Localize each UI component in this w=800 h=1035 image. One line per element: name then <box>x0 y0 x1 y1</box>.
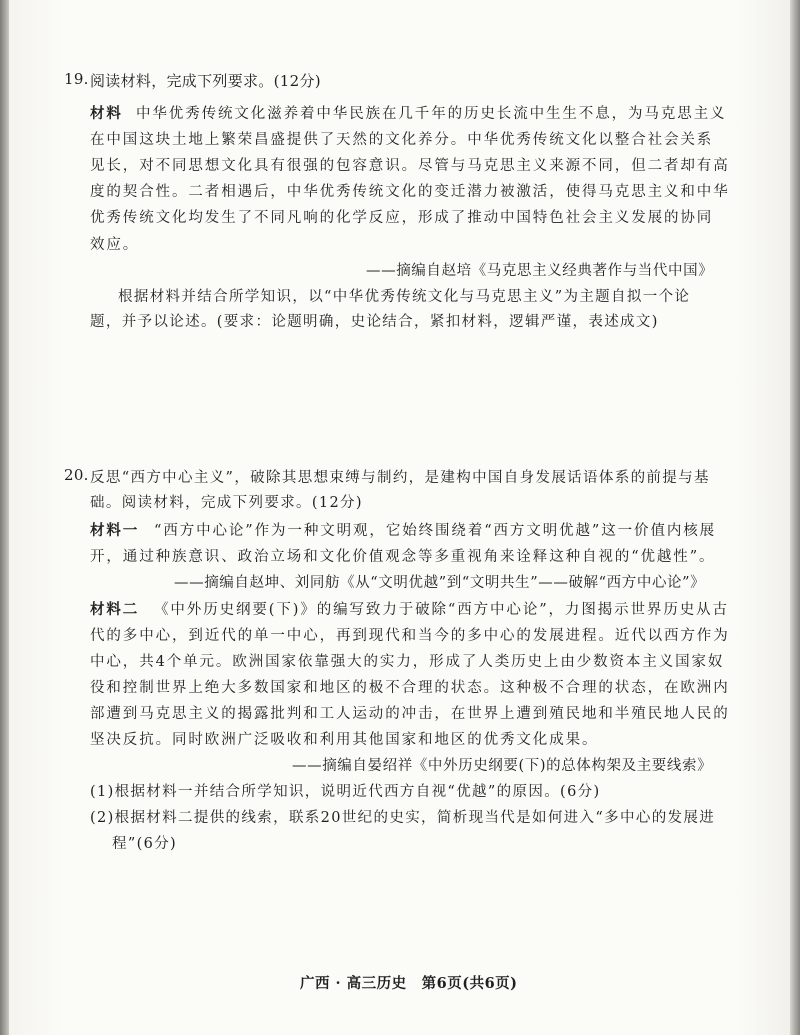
q20-material1-label: 材料一 <box>90 522 140 539</box>
q20-material2-line: 部遭到马克思主义的揭露批判和工人运动的冲击，在世界上遭到殖民地和半殖民地人民的 <box>90 706 730 722</box>
q20-stem-line: 反思“西方中心主义”，破除其思想束缚与制约，是建构中国自身发展话语体系的前提与基 <box>90 470 710 486</box>
q20-source2: ——摘编自晏绍祥《中外历史纲要(下)的总体构架及主要线索》 <box>292 758 713 774</box>
q20-stem-line: 础。阅读材料，完成下列要求。(12分) <box>90 495 363 511</box>
q19-task-line: 根据材料并结合所学知识，以“中华优秀传统文化与马克思主义”为主题自拟一个论 <box>118 289 691 305</box>
q20-source1: ——摘编自赵坤、刘同舫《从“文明优越”到“文明共生”——破解“西方中心论”》 <box>174 575 706 591</box>
q19-material-line: 在中国这块土地上繁荣昌盛提供了天然的文化养分。中华优秀传统文化以整合社会关系 <box>90 132 714 148</box>
q20-subquestion-2-line: (2)根据材料二提供的线索，联系20世纪的史实，简析现当代是如何进入“多中心的发展进 <box>90 810 716 826</box>
q20-subquestion-2-line: 程”(6分) <box>112 836 178 852</box>
q20-material2-line: 役和控制世界上绝大多数国家和地区的极不合理的状态。这种极不合理的状态，在欧洲内 <box>90 680 730 696</box>
q19-number: 19. <box>64 70 89 88</box>
q19-source: ——摘编自赵培《马克思主义经典著作与当代中国》 <box>366 263 714 279</box>
q19-material-line: 优秀传统文化均发生了不同凡响的化学反应，形成了推动中国特色社会主义发展的协同 <box>90 210 714 226</box>
q20-subquestion-1: (1)根据材料一并结合所学知识，说明近代西方自视“优越”的原因。(6分) <box>90 784 601 800</box>
q19-material-line: 见长，对不同思想文化具有很强的包容意识。尽管与马克思主义来源不同，但二者却有高 <box>90 158 730 174</box>
q19-material-label: 材料 <box>90 105 123 122</box>
q20-material2-line: 《中外历史纲要(下)》的编写致力于破除“西方中心论”，力图揭示世界历史从古 <box>154 602 729 618</box>
q20-material2-line: 坚决反抗。同时欧洲广泛吸收和利用其他国家和地区的优秀文化成果。 <box>90 732 599 748</box>
q19-material-line: 效应。 <box>90 237 140 253</box>
q19-task-line: 题，并予以论述。(要求：论题明确，史论结合，紧扣材料，逻辑严谨，表述成文) <box>90 314 659 330</box>
q20-material2-line: 中心，共4个单元。欧洲国家依靠强大的实力，形成了人类历史上由少数资本主义国家奴 <box>90 654 725 670</box>
q20-material1-line: 开，通过种族意识、政治立场和文化价值观念等多重视角来诠释这种自视的“优越性”。 <box>90 549 716 565</box>
q19-material-line: 中华优秀传统文化滋养着中华民族在几千年的历史长流中生生不息，为马克思主义 <box>136 106 727 122</box>
q19-stem: 阅读材料，完成下列要求。(12分) <box>90 72 321 90</box>
q20-material1-line: “西方中心论”作为一种文明观，它始终围绕着“西方文明优越”这一价值内核展 <box>154 523 717 539</box>
q20-material2-line: 代的多中心，到近代的单一中心，再到现代和当今的多中心的发展进程。近代以西方作为 <box>90 628 730 644</box>
q20-number: 20. <box>64 466 89 484</box>
q20-material2-label: 材料二 <box>90 601 140 618</box>
scan-edge-left <box>0 0 9 1035</box>
q19-material-line: 度的契合性。二者相遇后，中华优秀传统文化的变迁潜力被激活，使得马克思主义和中华 <box>90 184 730 200</box>
page-footer: 广西 · 高三历史 第6页(共6页) <box>300 975 518 992</box>
scan-edge-right <box>790 0 800 1035</box>
